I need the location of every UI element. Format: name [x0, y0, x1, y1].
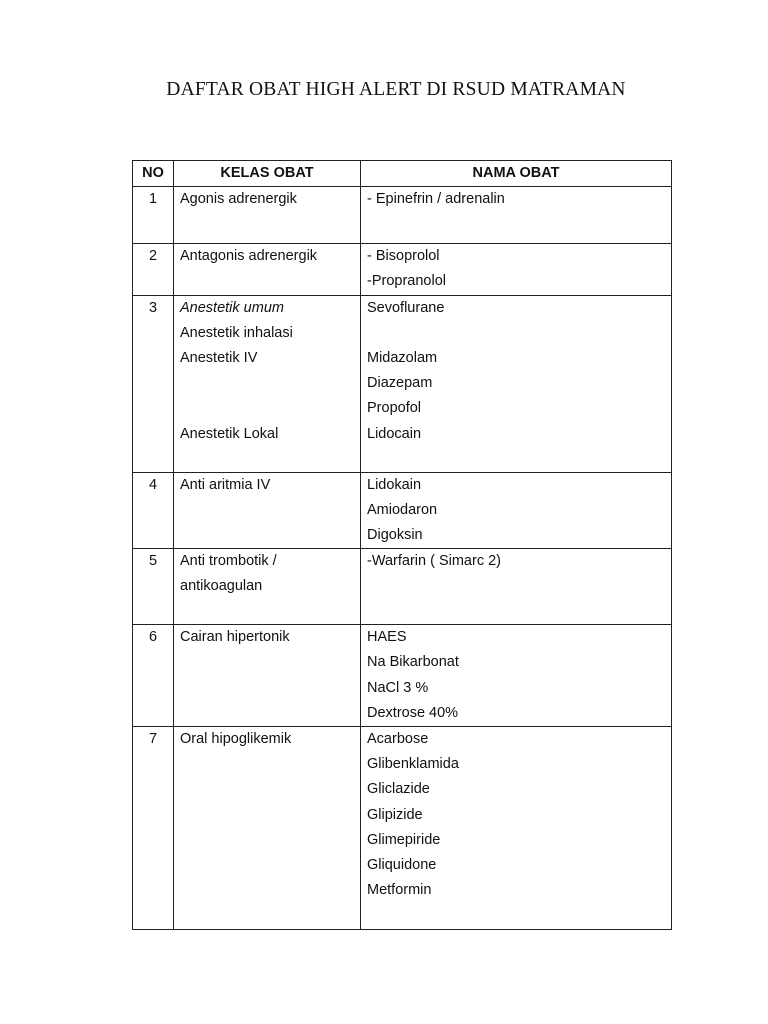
kelas-obat-line: Anestetik inhalasi [180, 324, 293, 341]
table-header-row [133, 161, 672, 187]
nama-obat-cell [361, 187, 672, 244]
kelas-obat-line: Agonis adrenergik [180, 191, 297, 208]
kelas-obat-cell [174, 472, 361, 549]
kelas-obat-line: Anestetik Lokal [180, 425, 279, 442]
kelas-obat-cell [174, 727, 361, 930]
header-nama-obat: NAMA OBAT [361, 161, 672, 187]
kelas-obat-line: Anestetik umum [180, 299, 284, 316]
header-kelas-obat: KELAS OBAT [174, 161, 361, 187]
nama-obat-line: Dextrose 40% [367, 704, 459, 721]
kelas-obat-line: antikoagulan [180, 578, 263, 595]
nama-obat-line: Glibenklamida [367, 756, 459, 773]
kelas-obat-cell [174, 295, 361, 472]
nama-obat-cell [361, 244, 672, 295]
table-row [133, 625, 672, 727]
row-number: 4 [133, 472, 174, 549]
nama-obat-cell [361, 727, 672, 930]
blank-line [180, 396, 354, 421]
row-number: 1 [133, 187, 174, 244]
nama-obat-line: Sevoflurane [367, 299, 445, 316]
nama-obat-line: - Epinefrin / adrenalin [367, 191, 505, 208]
nama-obat-line: NaCl 3 % [367, 679, 429, 696]
nama-obat-line: -Propranolol [367, 273, 446, 290]
nama-obat-line: Gliclazide [367, 781, 430, 798]
kelas-obat-cell [174, 244, 361, 295]
kelas-obat-line: Oral hipoglikemik [180, 731, 292, 748]
nama-obat-line: Amiodaron [367, 501, 438, 518]
nama-obat-line: Digoksin [367, 527, 423, 544]
row-number: 3 [133, 295, 174, 472]
document-title: DAFTAR OBAT HIGH ALERT DI RSUD MATRAMAN [166, 79, 626, 100]
nama-obat-line: Glipizide [367, 806, 423, 823]
high-alert-drug-table [132, 160, 672, 930]
row-number: 5 [133, 549, 174, 625]
nama-obat-line: Lidocain [367, 425, 422, 442]
table-row [133, 472, 672, 549]
nama-obat-line: Lidokain [367, 476, 422, 493]
kelas-obat-cell [174, 187, 361, 244]
kelas-obat-line: Anti trombotik / [180, 553, 277, 570]
table-row [133, 244, 672, 295]
nama-obat-cell [361, 472, 672, 549]
table-row [133, 549, 672, 625]
table-row [133, 187, 672, 244]
nama-obat-line: -Warfarin ( Simarc 2) [367, 553, 501, 570]
kelas-obat-cell [174, 549, 361, 625]
row-number: 7 [133, 727, 174, 930]
nama-obat-cell [361, 549, 672, 625]
row-number: 6 [133, 625, 174, 727]
nama-obat-line: Glimepiride [367, 831, 441, 848]
blank-line [180, 371, 354, 396]
kelas-obat-line: Anti aritmia IV [180, 476, 271, 493]
nama-obat-line: Diazepam [367, 375, 433, 392]
nama-obat-line: Acarbose [367, 731, 429, 748]
kelas-obat-line: Anestetik IV [180, 350, 258, 367]
kelas-obat-line: Antagonis adrenergik [180, 248, 318, 265]
nama-obat-line: - Bisoprolol [367, 248, 440, 265]
nama-obat-line: Gliquidone [367, 857, 437, 874]
row-number: 2 [133, 244, 174, 295]
nama-obat-line: Midazolam [367, 350, 438, 366]
blank-line [367, 321, 665, 346]
nama-obat-cell [361, 295, 672, 472]
nama-obat-line: Na Bikarbonat [367, 654, 459, 671]
nama-obat-cell [361, 625, 672, 727]
nama-obat-line: Metformin [367, 882, 432, 899]
table-row [133, 295, 672, 472]
nama-obat-line: Propofol [367, 400, 422, 417]
kelas-obat-cell [174, 625, 361, 727]
kelas-obat-line: Cairan hipertonik [180, 629, 290, 646]
nama-obat-line: HAES [367, 629, 407, 646]
header-no: NO [133, 161, 174, 187]
table-row [133, 727, 672, 930]
